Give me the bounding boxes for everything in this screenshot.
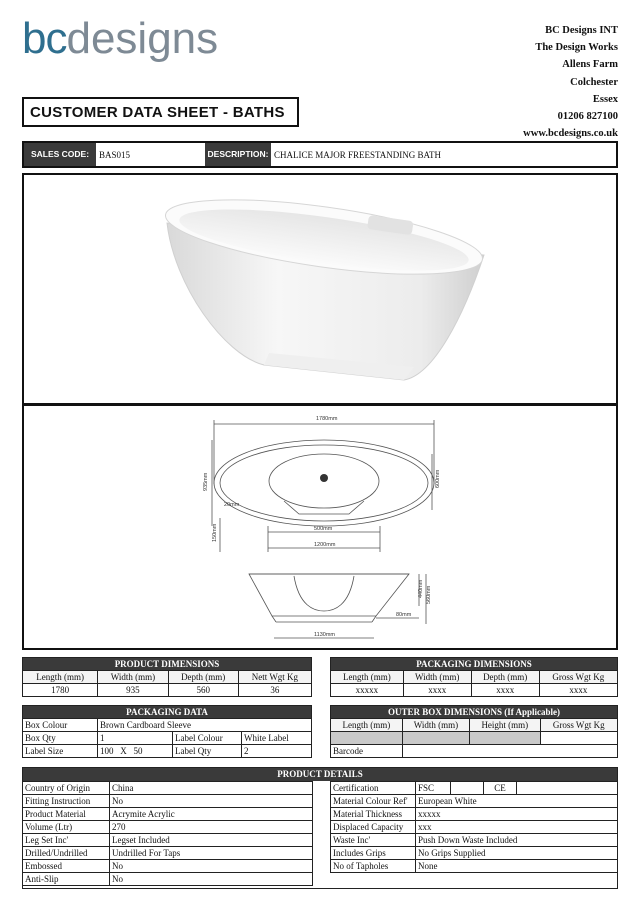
detail-label: Material Colour Ref' — [331, 795, 416, 808]
detail-value: China — [110, 782, 313, 795]
logo-designs: designs — [66, 14, 219, 63]
address-phone: 01206 827100 — [557, 111, 618, 123]
field-label: Box Colour — [23, 719, 98, 732]
column-header: Gross Wgt Kg — [539, 671, 617, 684]
dim-base-label: 1200mm — [314, 542, 336, 548]
detail-label: Waste Inc' — [331, 834, 416, 847]
address-line: Essex — [592, 93, 618, 105]
detail-value: No — [110, 860, 313, 873]
outer-height-cell — [470, 732, 540, 745]
code-bar — [22, 141, 618, 168]
outer-box-table — [330, 705, 618, 758]
column-header: Depth (mm) — [471, 671, 539, 684]
outer-weight-cell — [540, 732, 617, 745]
detail-label: Anti-Slip — [23, 873, 110, 886]
logo-bc: bc — [22, 14, 67, 63]
sheet-title: CUSTOMER DATA SHEET - BATHS — [22, 97, 299, 127]
ce-label: CE — [484, 782, 517, 795]
detail-value: xxx — [416, 821, 618, 834]
dim-height-label: 150mm — [212, 523, 218, 542]
packaging-dimensions-table — [330, 657, 618, 697]
address-line: Colchester — [570, 76, 618, 88]
depth-value: 560 — [168, 684, 238, 697]
dim-depth2-label: 560mm — [426, 585, 432, 604]
address-line: Allens Farm — [562, 59, 618, 71]
column-header: Nett Wgt Kg — [238, 671, 311, 684]
column-header: Length (mm) — [331, 719, 403, 732]
address-line: The Design Works — [535, 42, 618, 54]
detail-label: Product Material — [23, 808, 110, 821]
detail-label: Country of Origin — [23, 782, 110, 795]
packaging-data-table — [22, 705, 312, 758]
field-label: Box Qty — [23, 732, 98, 745]
company-address — [438, 22, 618, 142]
outer-box-title: OUTER BOX DIMENSIONS (If Applicable) — [331, 706, 618, 719]
label-size-value: 100 X 50 — [98, 745, 173, 758]
column-header: Width (mm) — [403, 671, 471, 684]
product-photo — [22, 173, 618, 405]
column-header: Width (mm) — [402, 719, 469, 732]
product-details-right — [330, 781, 618, 873]
column-header: Height (mm) — [470, 719, 540, 732]
detail-label: Leg Set Inc' — [23, 834, 110, 847]
detail-value: Push Down Waste Included — [416, 834, 618, 847]
detail-label: Includes Grips — [331, 847, 416, 860]
dim-depth1-label: 440mm — [418, 579, 424, 598]
pack-weight-value: xxxx — [539, 684, 617, 697]
dimension-drawing — [24, 406, 616, 648]
pack-depth-value: xxxx — [471, 684, 539, 697]
product-details-title: PRODUCT DETAILS — [23, 768, 617, 781]
detail-label: Displaced Capacity — [331, 821, 416, 834]
address-website[interactable]: www.bcdesigns.co.uk — [523, 128, 618, 140]
address-line: BC Designs INT — [545, 25, 618, 36]
packaging-data-title: PACKAGING DATA — [23, 706, 312, 719]
column-header: Depth (mm) — [168, 671, 238, 684]
detail-value: No — [110, 795, 313, 808]
column-header: Length (mm) — [331, 671, 404, 684]
detail-value: Acrymite Acrylic — [110, 808, 313, 821]
detail-value: 270 — [110, 821, 313, 834]
column-header: Width (mm) — [98, 671, 168, 684]
detail-value: Legset Included — [110, 834, 313, 847]
column-header: Length (mm) — [23, 671, 98, 684]
detail-value: European White — [416, 795, 618, 808]
packaging-dimensions-title: PACKAGING DIMENSIONS — [331, 658, 618, 671]
fsc-label: FSC — [416, 782, 451, 795]
product-dimensions-title: PRODUCT DIMENSIONS — [23, 658, 312, 671]
label-qty-value: 2 — [242, 745, 312, 758]
detail-label: Embossed — [23, 860, 110, 873]
detail-value: Undrilled For Taps — [110, 847, 313, 860]
detail-value: None — [416, 860, 618, 873]
weight-value: 36 — [238, 684, 311, 697]
fsc-value — [451, 782, 484, 795]
detail-label: Drilled/Undrilled — [23, 847, 110, 860]
ce-value — [517, 782, 618, 795]
sales-code-value: BAS015 — [96, 143, 208, 166]
description-label: DESCRIPTION: — [205, 143, 271, 166]
description-value: CHALICE MAJOR FREESTANDING BATH — [274, 150, 442, 160]
product-details-section — [22, 767, 618, 889]
pack-length-value: xxxxx — [331, 684, 404, 697]
product-details-left — [22, 781, 313, 886]
pack-width-value: xxxx — [403, 684, 471, 697]
dim-rim-label: 20mm — [224, 502, 240, 508]
field-label: Label Qty — [173, 745, 242, 758]
dim-inner-label: 600mm — [435, 469, 441, 488]
outer-length-cell — [331, 732, 403, 745]
box-qty-value: 1 — [98, 732, 173, 745]
detail-label: No of Tapholes — [331, 860, 416, 873]
detail-value: No — [110, 873, 313, 886]
product-dimensions-table — [22, 657, 312, 697]
company-logo — [22, 14, 262, 84]
detail-value: No Grips Supplied — [416, 847, 618, 860]
detail-label: Material Thickness — [331, 808, 416, 821]
sales-code-label: SALES CODE: — [24, 143, 96, 166]
dim-waste-label: 500mm — [314, 526, 333, 532]
field-label: Label Colour — [173, 732, 242, 745]
length-value: 1780 — [23, 684, 98, 697]
detail-value: xxxxx — [416, 808, 618, 821]
dim-foot-label: 1130mm — [314, 632, 335, 638]
width-value: 935 — [98, 684, 168, 697]
dim-length-label: 1780mm — [316, 416, 338, 422]
outer-width-cell — [402, 732, 469, 745]
label-colour-value: White Label — [242, 732, 312, 745]
field-label: Label Size — [23, 745, 98, 758]
dim-width-label: 935mm — [203, 472, 209, 491]
bath-photo-image — [24, 175, 616, 403]
technical-drawing — [22, 405, 618, 650]
dim-plinth-label: 80mm — [396, 612, 412, 618]
barcode-value — [402, 745, 617, 758]
detail-label: Fitting Instruction — [23, 795, 110, 808]
column-header: Gross Wgt Kg — [540, 719, 617, 732]
barcode-label: Barcode — [331, 745, 403, 758]
certification-label: Certification — [331, 782, 416, 795]
detail-label: Volume (Ltr) — [23, 821, 110, 834]
box-colour-value: Brown Cardboard Sleeve — [98, 719, 312, 732]
